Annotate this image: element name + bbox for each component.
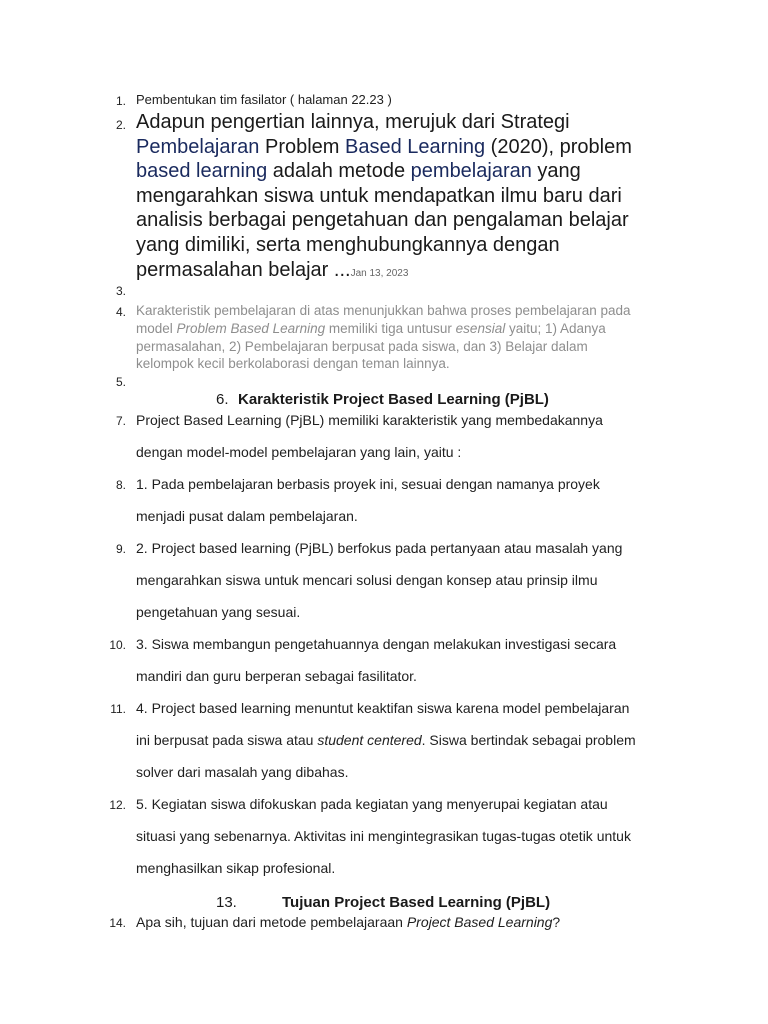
paragraph-line: 5. Kegiatan siswa difokuskan pada kegiatan yang menyerupai kegiatan atau [136, 796, 608, 812]
paragraph-line [136, 159, 581, 183]
list-number: 11. [110, 702, 126, 716]
keyword: Based Learning [345, 136, 486, 158]
paragraph-line: pengetahuan yang sesuai. [136, 604, 301, 620]
italic-term: Problem Based Learning [176, 321, 326, 336]
italic-term: Project Based Learning [406, 914, 553, 930]
section-heading: Tujuan Project Based Learning (PjBL) [282, 894, 551, 911]
paragraph-line: solver dari masalah yang dibahas. [136, 764, 349, 780]
paragraph-line: Adapun pengertian lainnya, merujuk dari Strategi [136, 111, 570, 133]
paragraph-line: situasi yang sebenarnya. Aktivitas ini mengintegrasikan tugas-tugas otetik untuk [136, 828, 631, 844]
text-span: model [136, 321, 177, 336]
text-span: . Siswa bertindak sebagai problem [421, 732, 636, 748]
text-span: yaitu; 1) Adanya [505, 321, 606, 336]
paragraph-line: 1. Pada pembelajaran berbasis proyek ini, sesuai dengan namanya proyek [136, 476, 600, 492]
text-span: ini berpusat pada siswa atau [136, 732, 318, 748]
paragraph-line [136, 135, 632, 159]
text-span: adalah metode [267, 160, 411, 182]
paragraph-line: 2. Project based learning (PjBL) berfokus pada pertanyaan atau masalah yang [136, 540, 623, 556]
text-span: ? [552, 914, 561, 930]
paragraph-line: menjadi pusat dalam pembelajaran. [136, 508, 358, 524]
paragraph-line: yang dimiliki, serta menghubungkannya dengan [136, 234, 560, 256]
list-number: 7. [115, 414, 126, 428]
list-number: 12. [109, 798, 126, 812]
text-span: Problem [259, 136, 346, 158]
text-span: Apa sih, tujuan dari metode pembelajaraan [136, 914, 407, 930]
paragraph-line: Karakteristik pembelajaran di atas menunjukkan bahwa proses pembelajaran pada [136, 303, 631, 318]
section-heading: Karakteristik Project Based Learning (PjBL) [238, 391, 549, 408]
paragraph-line [136, 320, 606, 338]
text-span: yang [531, 160, 581, 182]
paragraph-line: mengarahkan siswa untuk mencari solusi dengan konsep atau prinsip ilmu [136, 572, 598, 588]
paragraph-line: dengan model-model pembelajaran yang lain, yaitu : [136, 444, 462, 460]
paragraph-line [136, 914, 560, 930]
list-number: 14. [109, 916, 126, 930]
paragraph-line: 3. Siswa membangun pengetahuannya dengan melakukan investigasi secara [136, 636, 617, 652]
paragraph-line: menghasilkan sikap profesional. [136, 860, 336, 876]
text-span: permasalahan belajar ... [136, 259, 351, 281]
list-number: 10. [109, 638, 126, 652]
text-span: (2020), problem [485, 136, 632, 158]
paragraph-line: permasalahan, 2) Pembelajaran berpusat pada siswa, dan 3) Belajar dalam [136, 339, 588, 354]
paragraph-line: mengarahkan siswa untuk mendapatkan ilmu baru dari [136, 185, 622, 207]
list-number: 8. [115, 478, 126, 492]
text-span: memiliki tiga untusur [325, 321, 456, 336]
keyword: pembelajaran [410, 160, 532, 182]
list-number: 1. [115, 94, 126, 108]
paragraph-line [136, 258, 408, 286]
list-number: 5. [115, 375, 126, 389]
date-stamp: Jan 13, 2023 [350, 268, 409, 279]
paragraph-line [136, 732, 636, 748]
paragraph-line: 4. Project based learning menuntut keaktifan siswa karena model pembelajaran [136, 700, 630, 716]
list-number: 3. [115, 284, 126, 298]
list-number: 9. [115, 542, 126, 556]
heading-number: 13. [216, 894, 237, 911]
heading-number: 6. [216, 391, 229, 408]
list-item-text: Pembentukan tim fasilator ( halaman 22.23 ) [136, 92, 392, 107]
keyword: Pembelajaran [136, 136, 260, 158]
list-number: 4. [115, 305, 126, 319]
paragraph-line: mandiri dan guru berperan sebagai fasilitator. [136, 668, 417, 684]
paragraph-line: kelompok kecil berkolaborasi dengan teman lainnya. [136, 356, 450, 371]
italic-term: esensial [455, 321, 506, 336]
italic-term: student centered [317, 732, 422, 748]
paragraph-line: Project Based Learning (PjBL) memiliki karakteristik yang membedakannya [136, 412, 603, 428]
list-number: 2. [115, 118, 126, 132]
paragraph-line: analisis berbagai pengetahuan dan pengalaman belajar [136, 209, 629, 231]
keyword: based learning [136, 160, 268, 182]
